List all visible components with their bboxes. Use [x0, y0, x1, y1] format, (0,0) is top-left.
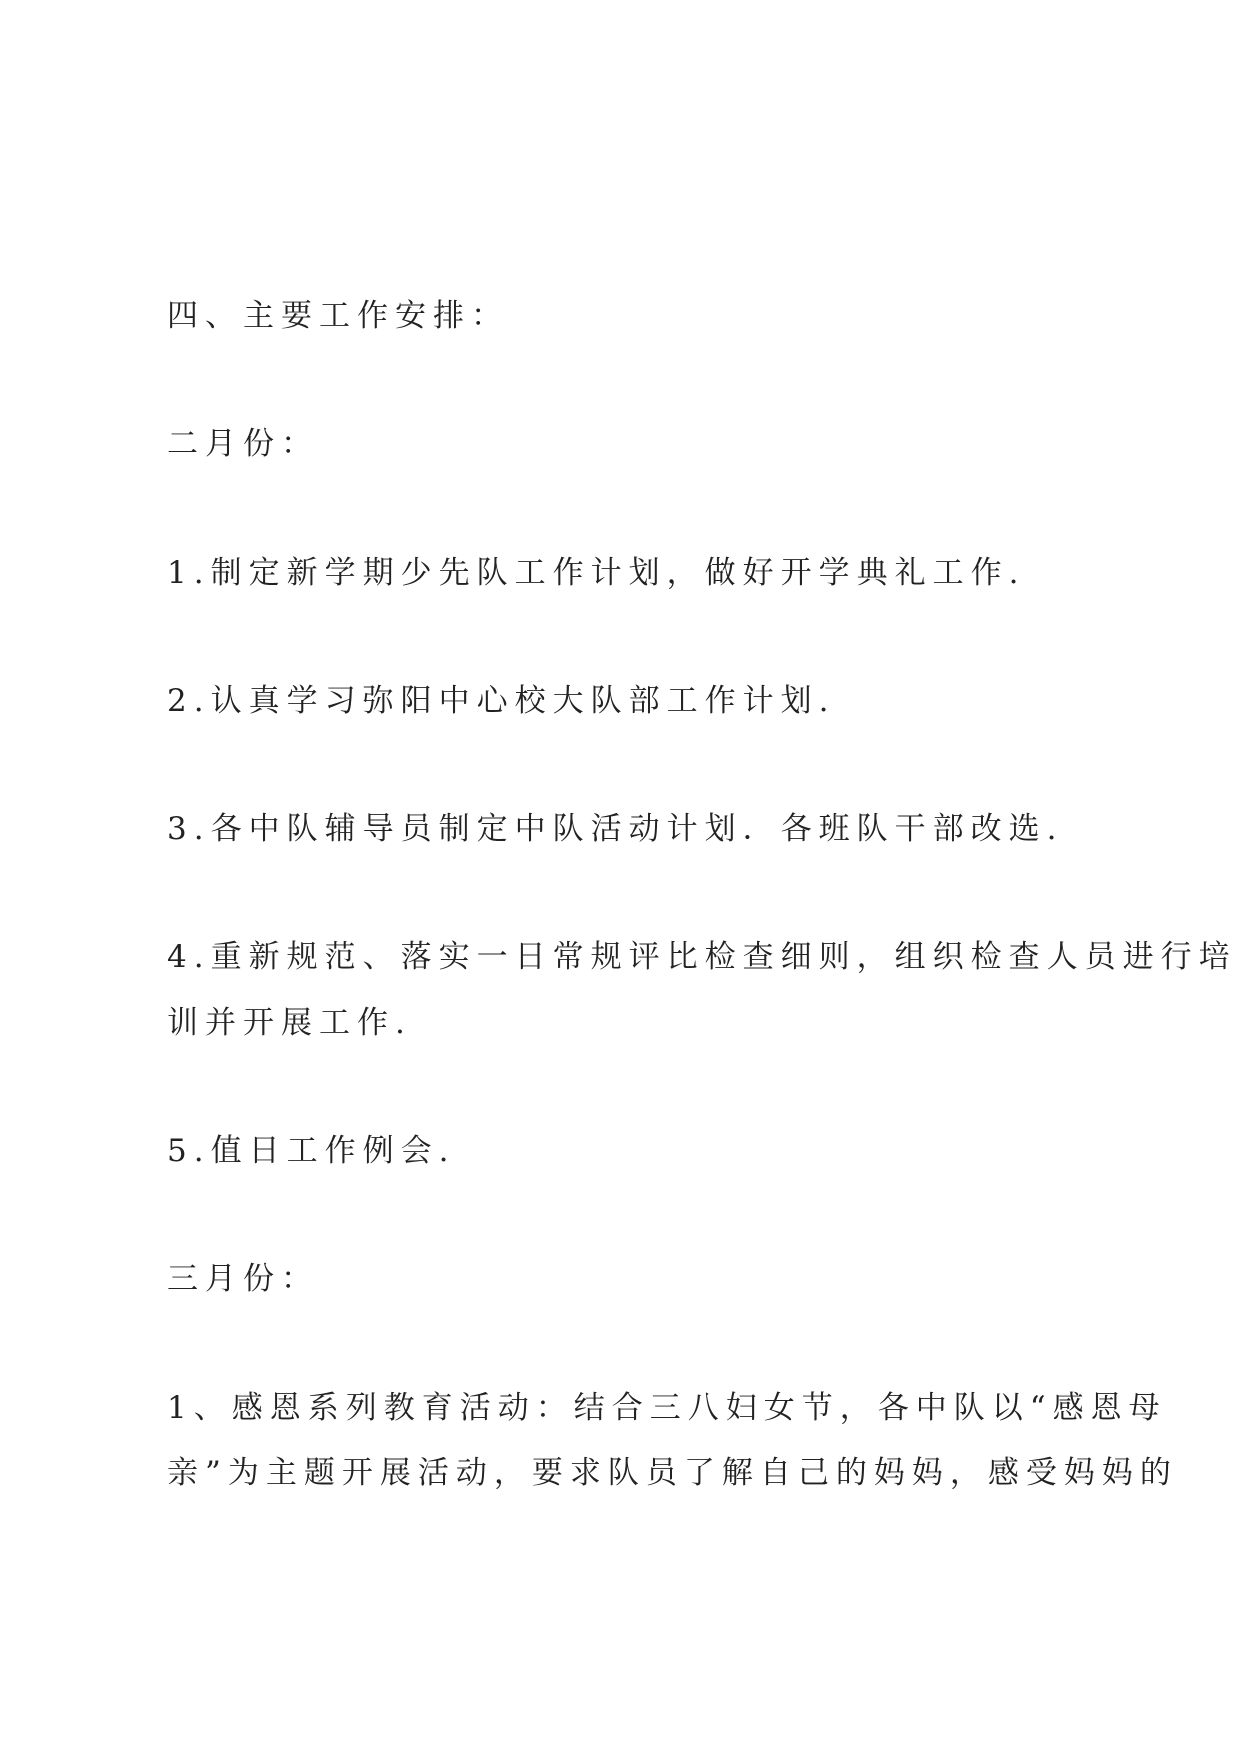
list-item: 4.重新规范、落实一日常规评比检查细则，组织检查人员进行培: [167, 939, 1237, 975]
list-item-continuation: 训并开展工作.: [167, 1005, 412, 1041]
list-item: 1.制定新学期少先队工作计划，做好开学典礼工作.: [167, 555, 1026, 591]
month-heading-february: 二月份：: [167, 426, 319, 462]
month-heading-march: 三月份：: [167, 1261, 319, 1297]
list-item: 5.值日工作例会.: [167, 1133, 456, 1169]
section-heading: 四、主要工作安排：: [167, 298, 509, 334]
list-item-continuation: 亲”为主题开展活动，要求队员了解自己的妈妈，感受妈妈的: [167, 1455, 1178, 1491]
list-item: 2.认真学习弥阳中心校大队部工作计划.: [167, 683, 836, 719]
list-item: 1、感恩系列教育活动：结合三八妇女节，各中队以“感恩母: [167, 1390, 1167, 1426]
list-item: 3.各中队辅导员制定中队活动计划．各班队干部改选.: [167, 811, 1064, 847]
